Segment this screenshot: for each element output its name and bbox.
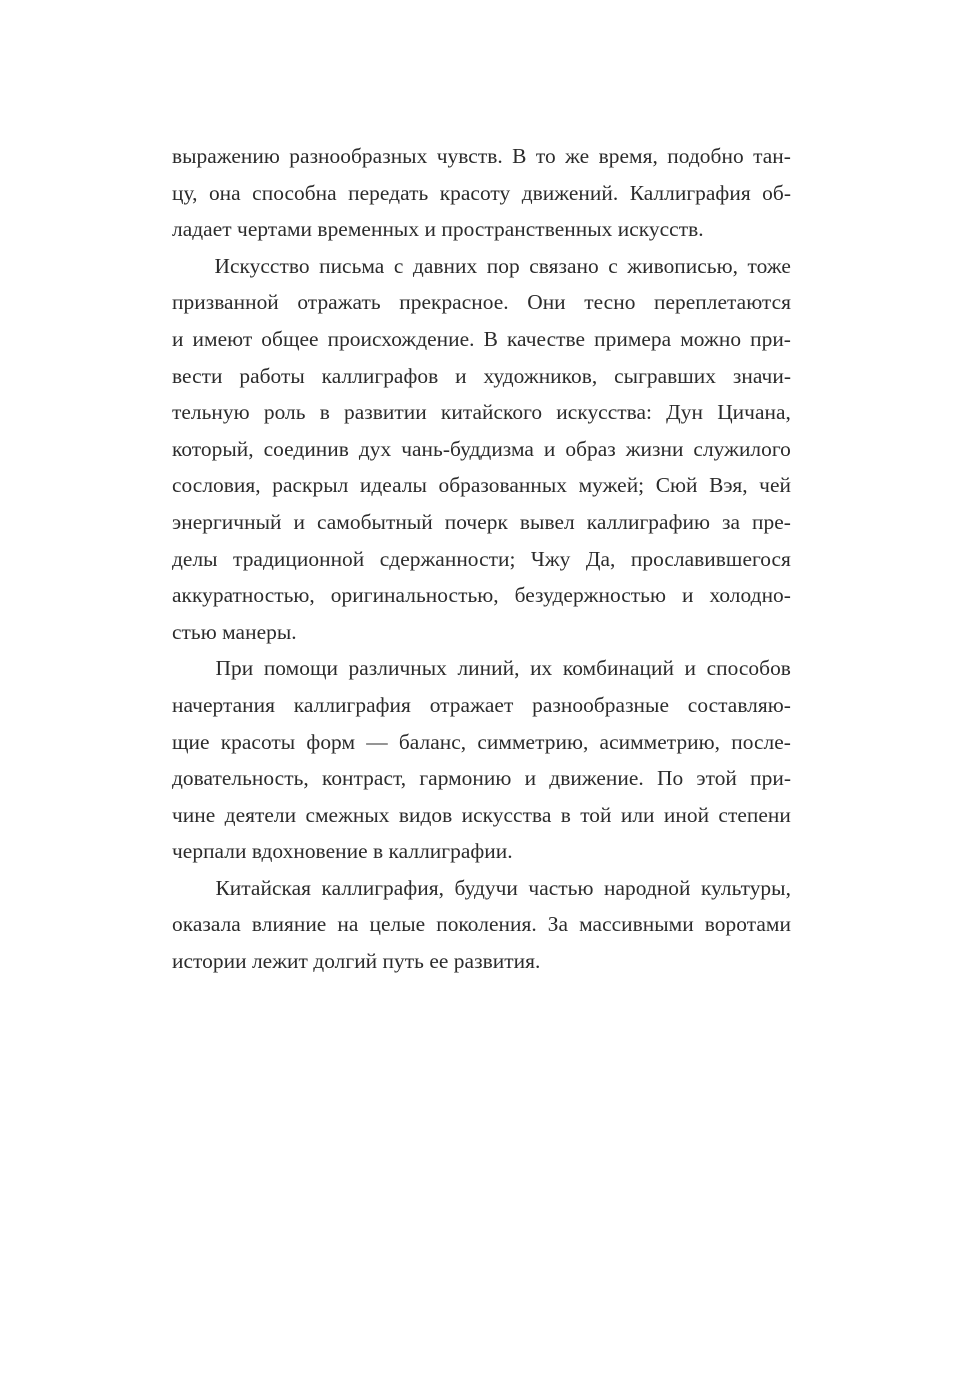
word: каллиграфов [321, 363, 439, 388]
text-column [172, 138, 791, 980]
word: способов [706, 656, 791, 681]
text-line [172, 760, 791, 797]
word: Дун [666, 400, 704, 425]
word: довательность, [172, 766, 309, 791]
word: дух [358, 436, 392, 461]
word: при- [750, 326, 791, 351]
word: искусства: [556, 400, 653, 425]
text-line: черпали вдохновение в каллиграфии. [172, 839, 513, 864]
word: сдержанности; [379, 546, 516, 571]
word: выражению [172, 144, 280, 168]
word: Да, [585, 546, 616, 571]
word: комбинаций [562, 656, 674, 681]
word: асимметрию, [599, 729, 721, 754]
word: Китайская [215, 875, 312, 900]
word: в [319, 400, 330, 425]
word: начертания [172, 692, 275, 717]
text-line [172, 577, 791, 614]
text-line [172, 394, 791, 431]
word: общее [261, 326, 319, 351]
word: холодно- [709, 583, 791, 608]
word: тоже [747, 253, 791, 278]
word: контраст, [321, 766, 407, 791]
text-line [172, 358, 791, 395]
word: пре- [752, 509, 791, 534]
word: живописью, [627, 253, 739, 278]
word: целые [369, 912, 426, 937]
text-line: истории лежит долгий путь ее развития. [172, 949, 541, 974]
word: влияние [251, 912, 327, 937]
word: значи- [732, 363, 791, 388]
word: степени [718, 802, 791, 827]
word: роль [263, 400, 306, 425]
text-line [172, 541, 791, 578]
word: аккуратностью, [172, 583, 315, 608]
word: разнообразных [289, 144, 428, 168]
word: и [681, 583, 694, 608]
text-line [172, 248, 791, 285]
word: служилого [693, 436, 791, 461]
text-line [172, 467, 791, 504]
word: жизни [625, 436, 684, 461]
word: За [547, 912, 569, 937]
word: и [524, 766, 537, 791]
word: составляю- [687, 692, 791, 717]
word: тельную [172, 400, 250, 425]
word: отражать [297, 290, 381, 315]
word: Сюй [655, 473, 698, 498]
text-line [172, 870, 791, 907]
word: мужей; [578, 473, 645, 498]
word: культуры, [700, 875, 791, 900]
word: давних [412, 253, 478, 278]
word: работы [239, 363, 305, 388]
word: движение. [549, 766, 644, 791]
word: тан- [753, 144, 791, 168]
word: сыгравших [614, 363, 717, 388]
word: различных [348, 656, 447, 681]
word: поколения. [436, 912, 537, 937]
first-line-indent [172, 870, 205, 907]
text-line [172, 431, 791, 468]
word: способна [252, 180, 337, 205]
text-line [172, 650, 791, 687]
word: примера [594, 326, 672, 351]
word: Каллиграфия [629, 180, 751, 205]
word: образ [565, 436, 616, 461]
word: подобно [667, 144, 744, 168]
word: При [215, 656, 254, 681]
word: имеют [192, 326, 253, 351]
word: тесно [584, 290, 636, 315]
word: образованных [438, 473, 568, 498]
word: письма [319, 253, 385, 278]
word: Цичана, [717, 400, 791, 425]
word: разнообразные [532, 692, 669, 717]
text-line: стью манеры. [172, 619, 297, 644]
word: движений. [521, 180, 619, 205]
word: форм [306, 729, 356, 754]
word: и [543, 436, 556, 461]
word: смежных [305, 802, 390, 827]
text-line [172, 175, 791, 212]
word: вывел [519, 509, 575, 534]
paragraph [172, 870, 791, 980]
word: симметрию, [477, 729, 589, 754]
word: воротами [704, 912, 791, 937]
text-line [172, 284, 791, 321]
word: с [393, 253, 404, 278]
first-line-indent [172, 248, 205, 285]
word: баланс, [398, 729, 467, 754]
word: отражает [429, 692, 514, 717]
word: безудержностью [514, 583, 666, 608]
word: связано [529, 253, 599, 278]
word: то [535, 144, 556, 168]
word: Вэя, [709, 473, 748, 498]
word: об- [762, 180, 791, 205]
word: можно [680, 326, 742, 351]
word: делы [172, 546, 218, 571]
word: щие [172, 729, 210, 754]
word: идеалы [359, 473, 427, 498]
word: красоты [220, 729, 296, 754]
word: Искусство [214, 253, 310, 278]
word: переплетаются [653, 290, 791, 315]
word: прекрасное. [399, 290, 509, 315]
word: цу, [172, 180, 198, 205]
word: их [530, 656, 553, 681]
text-line [172, 687, 791, 724]
word: художников, [483, 363, 598, 388]
word: же [565, 144, 590, 168]
word: массивными [579, 912, 694, 937]
word: качестве [506, 326, 586, 351]
word: самобытный [316, 509, 433, 534]
text-line [172, 504, 791, 541]
word: деятели [224, 802, 297, 827]
word: Они [527, 290, 566, 315]
word: время, [598, 144, 658, 168]
word: линий, [457, 656, 520, 681]
paragraph [172, 650, 791, 870]
word: каллиграфия [293, 692, 411, 717]
word: и [455, 363, 467, 388]
word: красоту [439, 180, 511, 205]
word: пор [486, 253, 520, 278]
word: и [684, 656, 697, 681]
word: после- [731, 729, 791, 754]
word: чине [172, 802, 216, 827]
word: народной [603, 875, 691, 900]
text-line [172, 724, 791, 761]
paragraph [172, 138, 791, 248]
word: который, [172, 436, 254, 461]
word: чань-буддизма [401, 436, 534, 461]
word: частью [528, 875, 594, 900]
first-line-indent [172, 650, 205, 687]
word: этой [696, 766, 737, 791]
word: — [366, 729, 388, 754]
word: соединив [263, 436, 349, 461]
word: той [580, 802, 612, 827]
word: передать [348, 180, 429, 205]
text-line [172, 906, 791, 943]
word: и [293, 509, 305, 534]
word: оказала [172, 912, 241, 937]
word: китайского [440, 400, 543, 425]
word: каллиграфию [586, 509, 710, 534]
word: при- [750, 766, 791, 791]
word: на [337, 912, 359, 937]
word: В [512, 144, 527, 168]
word: она [208, 180, 241, 205]
word: за [721, 509, 741, 534]
word: каллиграфия, [321, 875, 444, 900]
word: раскрыл [272, 473, 349, 498]
word: призванной [172, 290, 279, 315]
word: энергичный [172, 509, 282, 534]
word: оригинальностью, [330, 583, 499, 608]
word: происхождение. [327, 326, 475, 351]
word: чей [759, 473, 791, 498]
word: Чжу [530, 546, 571, 571]
paragraph [172, 248, 791, 651]
word: развитии [344, 400, 427, 425]
text-line [172, 138, 791, 175]
text-line [172, 797, 791, 834]
word: видов [398, 802, 453, 827]
word: искусства [461, 802, 552, 827]
word: вести [172, 363, 223, 388]
word: почерк [444, 509, 508, 534]
word: с [608, 253, 618, 278]
word: сословия, [172, 473, 261, 498]
word: традиционной [233, 546, 365, 571]
word: и [172, 326, 184, 351]
text-line [172, 321, 791, 358]
word: По [656, 766, 684, 791]
word: В [483, 326, 498, 351]
text-line: ладает чертами временных и пространственных искусств. [172, 217, 704, 242]
word: помощи [263, 656, 338, 681]
word: чувств. [436, 144, 503, 168]
word: прославившегося [630, 546, 791, 571]
word: в [560, 802, 571, 827]
word: будучи [454, 875, 518, 900]
word: гармонию [419, 766, 512, 791]
word: или [620, 802, 655, 827]
word: иной [663, 802, 710, 827]
